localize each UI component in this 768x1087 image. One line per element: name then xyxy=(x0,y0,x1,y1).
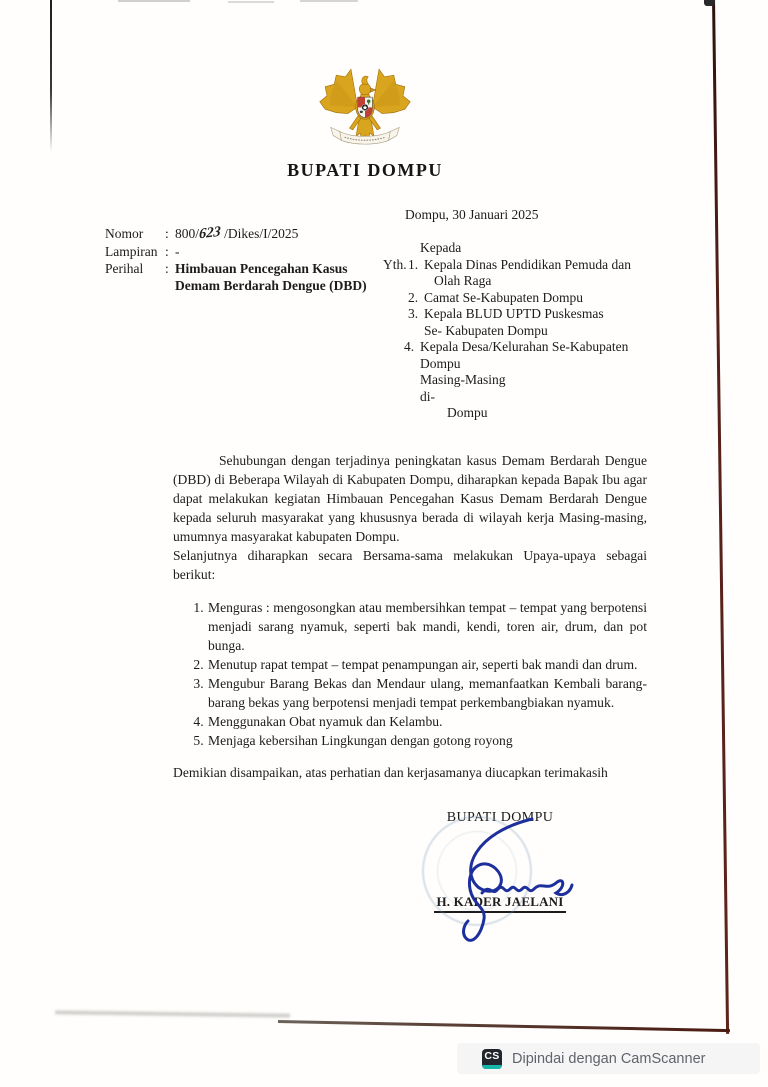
signatory-title: BUPATI DOMPU xyxy=(446,810,554,825)
camscanner-icon-letters: CS xyxy=(484,1049,500,1062)
meta-row-lampiran xyxy=(105,243,367,260)
nomor-colon: : xyxy=(165,226,169,241)
scan-smudge-bottom xyxy=(55,1010,290,1017)
perihal-label: Perihal xyxy=(105,261,144,276)
handwritten-signature xyxy=(404,813,596,953)
camscanner-icon xyxy=(482,1049,502,1069)
recipient-line: Olah Raga xyxy=(434,273,492,288)
perihal-line1: Himbauan Pencegahan Kasus xyxy=(175,261,348,276)
nomor-label: Nomor xyxy=(105,226,144,241)
letter-meta xyxy=(105,225,367,294)
recipient-number: 1. xyxy=(408,256,419,272)
list-item: 1. Menguras : mengosongkan atau membersihkan tempat – tempat yang berpotensi menjadi sarang nyamuk, seperti bak mandi, kendi, toren air, drum, dan pot bunga. xyxy=(207,598,647,655)
recipient-line: Kepala Dinas Pendidikan Pemuda dan xyxy=(424,256,631,272)
recipient-item-4 xyxy=(383,339,631,372)
body-paragraph-2: Selanjutnya diharapkan secara Bersama-sama melakukan Upaya-upaya sebagai berikut: xyxy=(173,548,647,582)
yth-prefix: Yth. xyxy=(383,256,407,272)
scan-speck xyxy=(228,1,274,3)
perihal-line2: Demam Berdarah Dengue (DBD) xyxy=(175,278,367,293)
letter-date: Dompu, 30 Januari 2025 xyxy=(405,207,539,222)
scan-speck xyxy=(118,0,190,2)
nomor-value xyxy=(175,225,367,243)
list-item: 3. Mengubur Barang Bekas dan Mendaur ulang, memanfaatkan Kembali barang-barang bekas yang berpotensi menjadi tempat perkembangbiakan nyamuk. xyxy=(207,674,647,712)
body-paragraph-1: Sehubungan dengan terjadinya peningkatan kasus Demam Berdarah Dengue (DBD) di Beberapa Wilayah di Kabupaten Dompu, diharapkan kepada Bapak Ibu agar dapat melakukan kegiatan Himbauan Pencegahan Kasus Demam Berdarah Dengue kepada seluruh masyarakat yang khususnya berada di wilayah kerja Masing-masing, umumnya masyarakat kabupaten Dompu. xyxy=(173,453,647,544)
signature-block xyxy=(408,810,592,913)
scan-edge-bottom xyxy=(278,1020,730,1032)
list-item: 4. Menggunakan Obat nyamuk dan Kelambu. xyxy=(207,712,647,731)
letterhead-title: BUPATI DOMPU xyxy=(287,160,443,180)
letter-body xyxy=(173,451,647,782)
closing-sentence: Demikian disampaikan, atas perhatian dan kerjasamanya diucapkan terimakasih xyxy=(173,765,608,780)
masing-masing-label: Masing-Masing xyxy=(420,372,506,387)
recipient-text xyxy=(420,339,628,372)
recipient-item-2 xyxy=(383,290,631,307)
lampiran-value: - xyxy=(175,244,180,259)
recipient-item-1 xyxy=(383,257,631,290)
list-item: 2. Menutup rapat tempat – tempat penampungan air, seperti bak mandi dan drum. xyxy=(207,655,647,674)
prevention-measures-list xyxy=(173,598,647,750)
di-label: di- xyxy=(420,388,435,404)
recipient-line: Dompu xyxy=(420,355,461,371)
signatory-name: H. KADER JAELANI xyxy=(434,894,565,913)
lampiran-label: Lampiran xyxy=(105,244,158,259)
meta-row-perihal xyxy=(105,260,367,294)
recipient-text xyxy=(424,290,583,307)
kepada-label: Kepada xyxy=(420,240,462,255)
nomor-value-handwritten: 623 xyxy=(198,223,222,243)
scan-speck xyxy=(300,0,358,2)
nomor-value-suffix: /Dikes/I/2025 xyxy=(220,226,299,241)
letterhead xyxy=(0,60,730,181)
perihal-value xyxy=(175,260,367,294)
recipient-number: 3. xyxy=(408,306,419,321)
recipient-item-3 xyxy=(383,306,631,339)
recipient-line: Kepala Desa/Kelurahan Se-Kabupaten xyxy=(420,339,629,354)
meta-row-nomor xyxy=(105,225,367,243)
camscanner-watermark xyxy=(457,1043,760,1074)
scan-mark-top-right xyxy=(704,0,715,6)
camscanner-text: Dipindai dengan CamScanner xyxy=(512,1050,706,1067)
recipient-line: Kepala BLUD UPTD Puskesmas xyxy=(424,306,604,321)
list-item: 5. Menjaga kebersihan Lingkungan dengan gotong royong xyxy=(207,731,647,750)
recipient-number: 2. xyxy=(408,289,419,305)
recipients-block xyxy=(383,240,631,422)
recipient-text xyxy=(424,257,631,290)
recipient-line: Camat Se-Kabupaten Dompu xyxy=(424,289,583,305)
recipient-city: Dompu xyxy=(447,405,488,420)
lampiran-colon: : xyxy=(165,244,169,259)
recipient-number: 4. xyxy=(404,339,415,354)
nomor-value-printed: 800/ xyxy=(175,226,200,241)
recipient-line: Se- Kabupaten Dompu xyxy=(424,322,548,338)
garuda-pancasila-emblem xyxy=(312,60,418,154)
perihal-colon: : xyxy=(165,261,169,276)
recipient-text xyxy=(424,306,604,339)
